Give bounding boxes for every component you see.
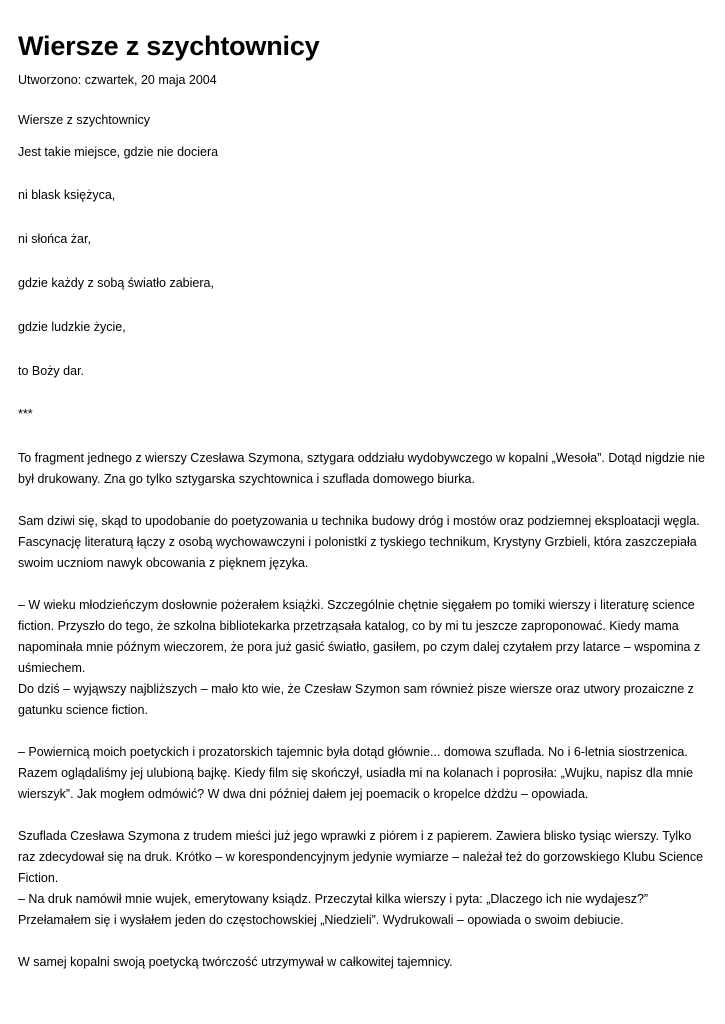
poem-line: ni słońca żar,	[18, 232, 91, 246]
poem-line: gdzie ludzkie życie,	[18, 320, 126, 334]
poem-line: ni blask księżyca,	[18, 188, 116, 202]
page-title: Wiersze z szychtownicy	[18, 31, 320, 61]
article-paragraph: – W wieku młodzieńczym dosłownie pożerałem książki. Szczególnie chętnie sięgałem po tomiki wierszy i literaturę science fiction. Przyszło do tego, że szkolna bibliotekarka przetrząsała katalog, co by mi tu jeszcze zaproponować. Kiedy mama napominała mnie późnym wieczorem, że pora już gasić światło, gasiłem, po czym dalej czytałem przy latarce – wspomina z uśmiechem.	[18, 598, 701, 675]
article-paragraph: Szuflada Czesława Szymona z trudem mieści już jego wprawki z piórem i z papierem. Zawiera blisko tysiąc wierszy. Tylko raz zdecydował się na druk. Krótko – w korespondencyjnym jedynie wymiarze – należał też do gorzowskiego Klubu Science Fiction.	[18, 829, 704, 885]
poem-line: gdzie każdy z sobą światło zabiera,	[18, 276, 214, 290]
article-paragraph: – Powiernicą moich poetyckich i prozatorskich tajemnic była dotąd głównie... domowa szuflada. No i 6-letnia siostrzenica. Razem oglądaliśmy jej ulubioną bajkę. Kiedy film się skończył, usiadła mi na kolanach i poprosiła: „Wujku, napisz dla mnie wierszyk”. Jak mogłem odmówić? W dwa dni później dałem jej poemacik o kropelce dżdżu – opowiada.	[18, 745, 694, 801]
section-separator: ***	[18, 407, 33, 421]
poem-line: to Boży dar.	[18, 364, 85, 378]
article-subtitle: Wiersze z szychtownicy	[18, 113, 150, 127]
poem-line: Jest takie miejsce, gdzie nie dociera	[18, 145, 219, 159]
article-paragraph: Do dziś – wyjąwszy najbliższych – mało kto wie, że Czesław Szymon sam również pisze wiersze oraz utwory prozaiczne z gatunku science fiction.	[18, 682, 694, 717]
article-paragraph: To fragment jednego z wierszy Czesława Szymona, sztygara oddziału wydobywczego w kopalni „Wesoła”. Dotąd nigdzie nie był drukowany. Zna go tylko sztygarska szychtownica i szuflada domowego biurka.	[18, 451, 705, 486]
created-date: Utworzono: czwartek, 20 maja 2004	[18, 73, 217, 87]
article-paragraph: W samej kopalni swoją poetycką twórczość utrzymywał w całkowitej tajemnicy.	[18, 955, 453, 969]
article-paragraph: Sam dziwi się, skąd to upodobanie do poetyzowania u technika budowy dróg i mostów oraz podziemnej eksploatacji węgla. Fascynację literaturą łączy z osobą wychowawczyni i polonistki z tyskiego technikum, Krystyny Grzbieli, która zaszczepiała swoim uczniom nawyk obcowania z pięknem języka.	[18, 514, 700, 570]
article-paragraph: – Na druk namówił mnie wujek, emerytowany ksiądz. Przeczytał kilka wierszy i pyta: „Dlaczego ich nie wydajesz?” Przełamałem się i wysłałem jeden do częstochowskiej „Niedzieli”. Wydrukowali – opowiada o swoim debiucie.	[18, 892, 649, 927]
